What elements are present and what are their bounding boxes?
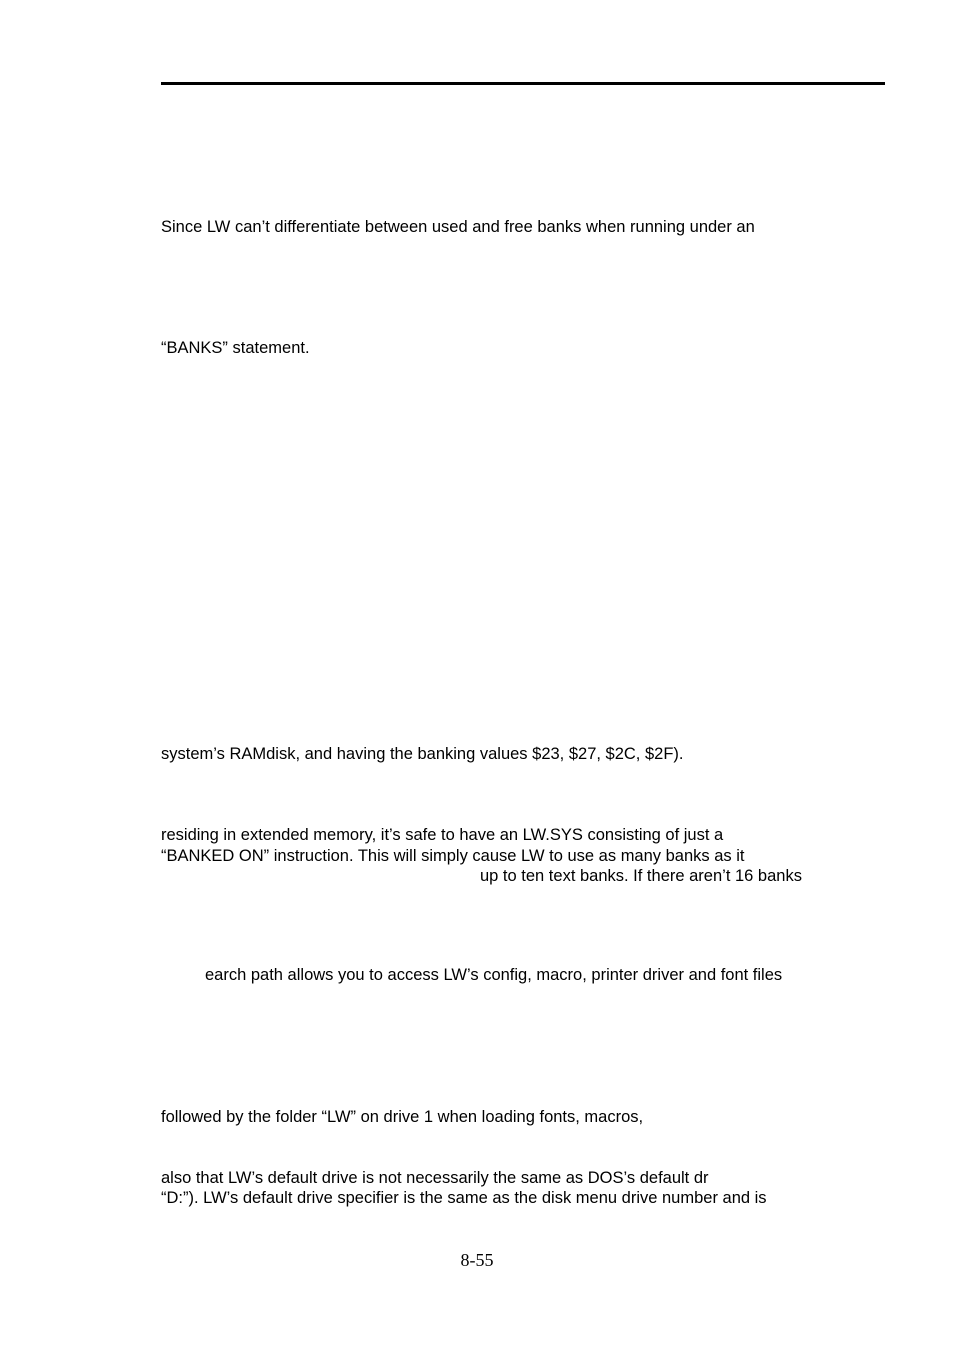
text-line-6: up to ten text banks. If there aren’t 16 banks [480, 867, 802, 885]
text-line-7: earch path allows you to access LW’s config, macro, printer driver and font files [205, 966, 783, 984]
text-line-8: followed by the folder “LW” on drive 1 when loading fonts, macros, [161, 1108, 644, 1126]
text-line-2: “BANKS” statement. [161, 339, 310, 357]
header-rule [161, 82, 885, 85]
text-line-1: Since LW can’t differentiate between used and free banks when running under an [161, 218, 755, 236]
page-number: 8-55 [460, 1250, 494, 1270]
text-line-10: “D:”). LW’s default drive specifier is the same as the disk menu drive number and is [161, 1189, 767, 1207]
text-line-5: “BANKED ON” instruction. This will simply cause LW to use as many banks as it [161, 847, 745, 865]
text-line-9: also that LW’s default drive is not necessarily the same as DOS’s default dr [161, 1169, 709, 1187]
text-line-4: residing in extended memory, it’s safe to have an LW.SYS consisting of just a [161, 826, 724, 844]
text-line-3: system’s RAMdisk, and having the banking values $23, $27, $2C, $2F). [161, 745, 684, 763]
